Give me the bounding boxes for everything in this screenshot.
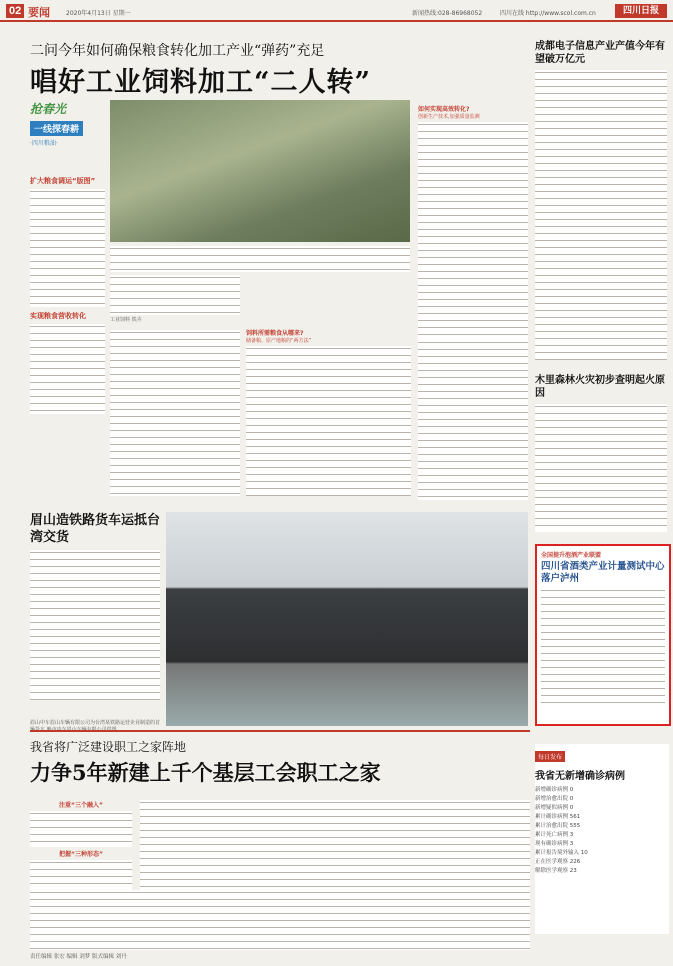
- right-story-1: [535, 40, 667, 360]
- right-story-2-title: 木里森林火灾初步查明起火原因: [535, 375, 665, 399]
- union-subhead: 我省将广泛建设职工之家阵地: [30, 740, 187, 754]
- daily-case-row: 累计治愈出院 555: [535, 823, 581, 829]
- highlight-box: [535, 544, 671, 726]
- union-sidebar: [30, 800, 132, 896]
- daily-cases-list: [535, 786, 669, 876]
- spring-logo-line3: ·四川粮油·: [30, 140, 58, 147]
- issue-date: 2020年4月13日 星期一: [66, 10, 131, 17]
- meishan-caption: 眉山中车眉山车辆有限公司为台湾某铁路运营企业制造的首辆货车 晚市中车眉山车辆有限公司供图: [30, 720, 161, 733]
- left-text-2: [30, 324, 105, 414]
- qa-block-2: [246, 328, 411, 496]
- right-story-1-title: 成都电子信息产业产值今年有望破万亿元: [535, 41, 665, 65]
- qa-body-1: [418, 122, 528, 340]
- qa-body-2: [246, 346, 411, 496]
- right-story-2: [535, 374, 667, 532]
- daily-case-row: 累计死亡病例 3: [535, 832, 574, 838]
- daily-case-row: 新增疑似病例 0: [535, 805, 574, 811]
- hotline: 新闻热线:028-86968052: [412, 10, 483, 17]
- center-body-b: [110, 330, 240, 496]
- qa-subhead-1: 创新生产技术,加强质量监测: [418, 114, 480, 120]
- qa-question-2: 饲料所需粮食从哪来?: [246, 330, 304, 337]
- daily-cases-box: [535, 744, 669, 934]
- daily-case-row: 累计报告境外输入 10: [535, 850, 588, 856]
- page-footer: 责任编辑 张宏 编辑 刘梦 版式编辑 刘丹: [30, 954, 127, 960]
- daily-cases-header: 每日发布: [535, 751, 565, 762]
- lead-body-a: [110, 275, 240, 315]
- left-heading-2: 实现粮食营收转化: [30, 312, 86, 320]
- daily-case-row: 现有确诊病例 3: [535, 841, 574, 847]
- spring-logo: [30, 100, 110, 158]
- qa-question-1: 如何实现高效转化?: [418, 106, 470, 113]
- page-header: [0, 0, 673, 22]
- page-number: 02: [6, 4, 24, 18]
- left-column: [30, 176, 105, 486]
- highlight-box-kicker: 全国提升泡酒产业联盟: [541, 552, 602, 559]
- daily-cases-title: 我省无新增确诊病例: [535, 771, 625, 782]
- left-heading-1: 扩大粮食调运“版图”: [30, 177, 96, 185]
- field-photo: [110, 100, 410, 242]
- union-story: [30, 730, 530, 787]
- website[interactable]: 四川在线 http://www.scol.com.cn: [500, 10, 596, 17]
- highlight-box-title: 四川省酒类产业计量测试中心落户泸州: [541, 561, 665, 584]
- daily-case-row: 累计确诊病例 561: [535, 814, 581, 820]
- union-body: [30, 890, 530, 950]
- daily-case-row: 新增治愈出院 0: [535, 796, 574, 802]
- photo-caption-text: [110, 246, 410, 272]
- masthead-logo: 四川日报: [615, 4, 667, 18]
- left-text-1: [30, 189, 105, 307]
- daily-case-row: 正在医学观察 226: [535, 859, 581, 865]
- meishan-body: [30, 550, 160, 700]
- right-story-1-body: [535, 70, 667, 360]
- daily-case-row: 解除医学观察 23: [535, 868, 577, 874]
- highlight-box-body: [541, 588, 665, 708]
- union-body-cols: [140, 800, 530, 890]
- union-sidebox-1-body: [30, 811, 132, 847]
- section-name: 要闻: [28, 6, 50, 19]
- daily-case-row: 新增确诊病例 0: [535, 787, 574, 793]
- lead-subhead: 二问今年如何确保粮食转化加工产业“弹药”充足: [30, 43, 325, 59]
- union-sidebox-1: 注重“三个融入”: [59, 802, 103, 809]
- union-headline: 力争5年新建上千个基层工会职工之家: [30, 760, 381, 785]
- train-photo: [166, 512, 528, 726]
- qa-subhead-2: 储备粮、原产地粮的“两方法”: [246, 338, 312, 344]
- center-column-body: [418, 340, 528, 500]
- meishan-story: [30, 512, 160, 734]
- spring-logo-line1: 抢春光: [30, 102, 67, 116]
- meishan-title: 眉山造铁路货车运抵台湾交货: [30, 513, 161, 545]
- spring-logo-line2: 一线探春耕: [30, 121, 83, 136]
- lead-headline: 唱好工业饲料加工“二人转”: [30, 67, 372, 98]
- photo-credit: 工业饲料 铁卉: [110, 317, 142, 323]
- union-sidebox-2: 把握“三种形态”: [59, 851, 103, 858]
- right-story-2-body: [535, 404, 667, 532]
- qa-block-1: [418, 104, 528, 340]
